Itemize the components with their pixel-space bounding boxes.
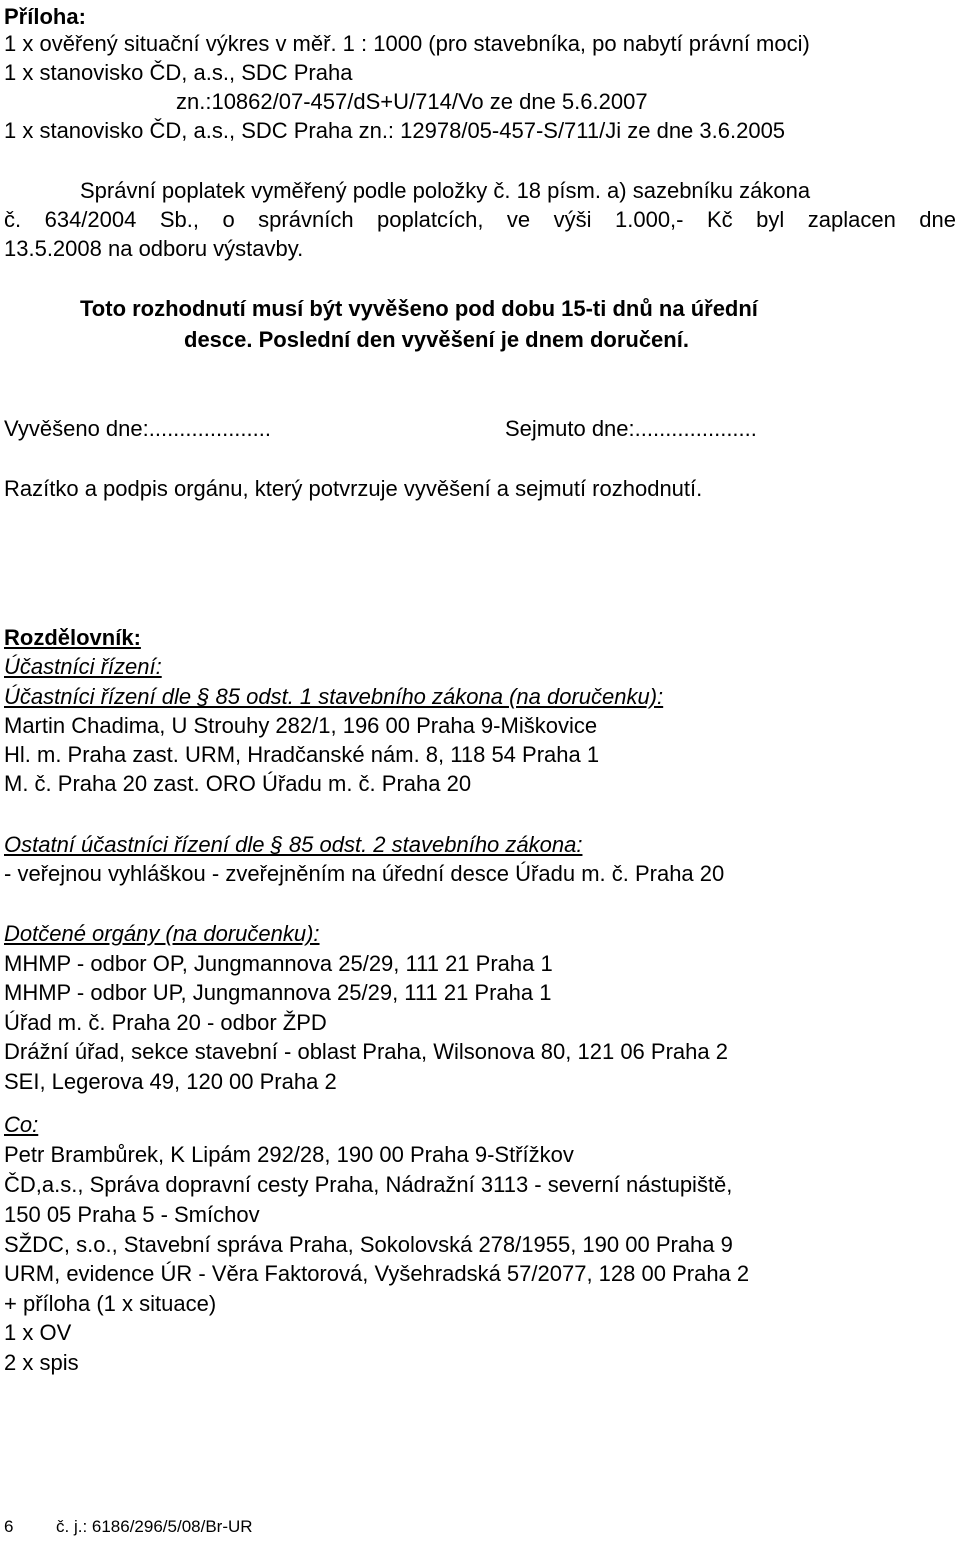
list-item: 1 x OV [4, 1320, 72, 1345]
fee-line: Správní poplatek vyměřený podle položky č. 18 písm. a) sazebníku zákona [80, 178, 811, 203]
fee-line: 13.5.2008 na odboru výstavby. [4, 236, 304, 261]
co-heading: Co: [4, 1112, 39, 1137]
attachment-line: 1 x stanovisko ČD, a.s., SDC Praha [4, 60, 353, 85]
attachment-line: 1 x ověřený situační výkres v měř. 1 : 1000 (pro stavebníka, po nabytí právní moci) [4, 31, 810, 56]
stamp-note: Razítko a podpis orgánu, který potvrzuje vyvěšení a sejmutí rozhodnutí. [4, 476, 703, 501]
list-item: MHMP - odbor UP, Jungmannova 25/29, 111 21 Praha 1 [4, 980, 552, 1005]
fee-line: č. 634/2004 Sb., o správních poplatcích, ve výši 1.000,- Kč byl zaplacen dne [4, 207, 956, 232]
reference-number: č. j.: 6186/296/5/08/Br-UR [56, 1517, 253, 1536]
notice-line-1: Toto rozhodnutí musí být vyvěšeno pod dobu 15-ti dnů na úřední [80, 296, 758, 321]
list-item: Úřad m. č. Praha 20 - odbor ŽPD [4, 1010, 327, 1035]
list-item: MHMP - odbor OP, Jungmannova 25/29, 111 21 Praha 1 [4, 951, 553, 976]
list-item: - veřejnou vyhláškou - zveřejněním na úřední desce Úřadu m. č. Praha 20 [4, 861, 725, 886]
removed-date: Sejmuto dne:.................... [505, 416, 757, 441]
page-number: 6 [4, 1517, 14, 1536]
list-item: Martin Chadima, U Strouhy 282/1, 196 00 Praha 9-Miškovice [4, 713, 598, 738]
list-item: Hl. m. Praha zast. URM, Hradčanské nám. 8, 118 54 Praha 1 [4, 742, 600, 767]
participants-85-1-heading: Účastníci řízení dle § 85 odst. 1 stavebního zákona (na doručenku): [4, 684, 664, 709]
list-item: Drážní úřad, sekce stavební - oblast Praha, Wilsonova 80, 121 06 Praha 2 [4, 1039, 728, 1064]
attachments-heading: Příloha: [4, 4, 86, 29]
participants-heading: Účastníci řízení: [4, 654, 162, 679]
list-item: SŽDC, s.o., Stavební správa Praha, Sokolovská 278/1955, 190 00 Praha 9 [4, 1232, 733, 1257]
list-item: URM, evidence ÚR - Věra Faktorová, Vyšehradská 57/2077, 128 00 Praha 2 [4, 1261, 750, 1286]
distribution-heading: Rozdělovník: [4, 625, 141, 650]
notice-line-2: desce. Poslední den vyvěšení je dnem doručení. [184, 327, 689, 352]
participants-85-2-heading: Ostatní účastníci řízení dle § 85 odst. 2 stavebního zákona: [4, 832, 583, 857]
list-item: + příloha (1 x situace) [4, 1291, 217, 1316]
list-item: Petr Brambůrek, K Lipám 292/28, 190 00 Praha 9-Střížkov [4, 1142, 574, 1167]
attachment-line: 1 x stanovisko ČD, a.s., SDC Praha zn.: 12978/05-457-S/711/Ji ze dne 3.6.2005 [4, 118, 786, 143]
list-item: M. č. Praha 20 zast. ORO Úřadu m. č. Praha 20 [4, 771, 472, 796]
attachment-line: zn.:10862/07-457/dS+U/714/Vo ze dne 5.6.2007 [176, 89, 648, 114]
list-item: SEI, Legerova 49, 120 00 Praha 2 [4, 1069, 337, 1094]
authorities-heading: Dotčené orgány (na doručenku): [4, 921, 320, 946]
posted-date: Vyvěšeno dne:.................... [4, 416, 271, 441]
list-item: ČD,a.s., Správa dopravní cesty Praha, Nádražní 3113 - severní nástupiště, [4, 1172, 733, 1197]
list-item: 150 05 Praha 5 - Smíchov [4, 1202, 260, 1227]
list-item: 2 x spis [4, 1350, 79, 1375]
